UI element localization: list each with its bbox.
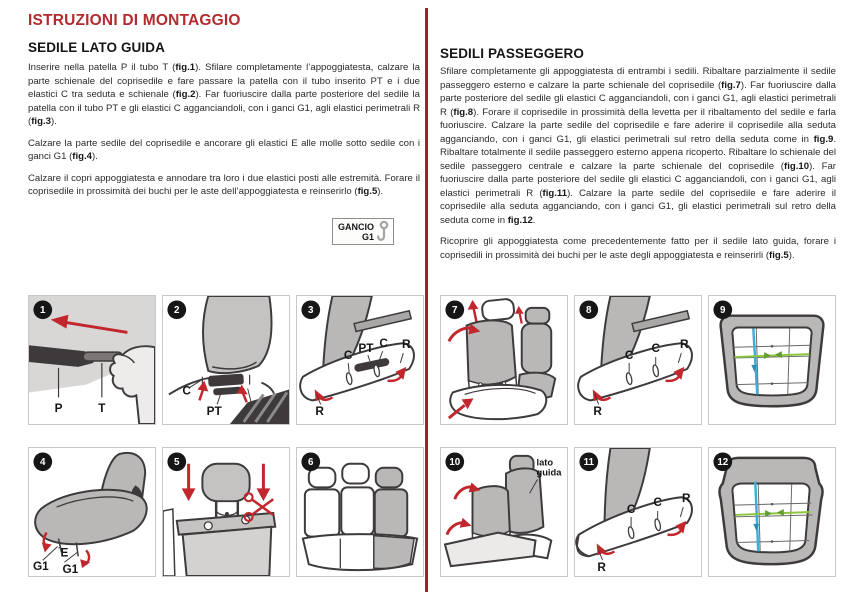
figure-panel-11: [574, 447, 702, 577]
figure-panel-5: [162, 447, 290, 577]
paragraph: Inserire nella patella P il tubo T (fig.1). Sfilare completamente l’appoggiatesta, calzare la parte schienale del coprisedile e fare passare la patella con il tubo inserito PT e i due elastici C tra seduta e schienale (fig.2). Far fuoriuscire dalla parte posteriore del sedile la patella con il tubo PT e gli elastici C agganciandoli, con i ganci G1, agli elastici perimetrali R (fig.3).: [28, 62, 420, 127]
part-label: R: [681, 491, 691, 506]
paragraph: Calzare la parte sedile del coprisedile e ancorare gli elastici E alle molle sotto sedile con i ganci G1 (fig.4).: [28, 137, 420, 162]
figure-panel-1: [28, 295, 156, 425]
part-label: R: [680, 337, 689, 352]
part-label: C: [624, 348, 634, 363]
svg-text:12: 12: [717, 457, 729, 469]
part-label: C: [343, 348, 353, 363]
svg-text:2: 2: [174, 305, 180, 317]
part-label: R: [315, 404, 324, 419]
fig7-passenger-seat-illustration: [441, 296, 567, 424]
part-label: E: [60, 545, 69, 560]
figure-panel-3: [296, 295, 424, 425]
red-arrow-icon: [515, 306, 524, 314]
figure-panel-7: [440, 295, 568, 425]
part-label: R: [402, 337, 411, 352]
fig12-seat-underside-illustration: [709, 448, 835, 576]
svg-text:10: 10: [449, 457, 461, 469]
part-label: T: [98, 401, 106, 416]
part-label: lato: [536, 457, 554, 468]
part-label: PT: [358, 341, 374, 356]
section-title-passenger-seats: SEDILI PASSEGGERO: [440, 46, 584, 61]
fig11-seat-rear-illustration: [575, 448, 701, 576]
section-title-driver-seat: SEDILE LATO GUIDA: [28, 40, 165, 55]
driver-seat-instructions: [28, 61, 420, 207]
hook-legend-text: [338, 222, 374, 242]
part-label: P: [54, 401, 63, 416]
part-label: C: [626, 501, 636, 516]
passenger-seats-instructions: [440, 65, 836, 270]
fig6-bench-seats-illustration: [297, 448, 423, 576]
svg-text:7: 7: [452, 305, 458, 317]
part-label: C: [379, 336, 388, 351]
paragraph: Ricoprire gli appoggiatesta come precedentemente fatto per il sedile lato guida, forare i coprisedili in prossimità dei buchi per le aste degli appoggiatesta e reinserirli (fig.5).: [440, 236, 836, 261]
paragraph: Sfilare completamente gli appoggiatesta di entrambi i sedili. Ribaltare parzialmente il sedile passeggero esterno e calzare la parte schienale del coprisedile (fig.7). Far fuoriuscire dalla parte posteriore del sedile gli elastici C agganciandoli, con i ganci G1, agli elastici perimetrali R (fig.8). Forare il coprisedile in prossimità della levetta per il ribaltamento del sedile e farla fuoriuscire. Calzare la parte sedile del coprisedile e fare aderire il coprisedile alla seduta agganciando, con i ganci G1, gli elastici perimetrali sul retro della seduta come in fig.9. Ribaltare totalmente il sedile passeggero esterno appena ricoperto. Ribaltare lo schienale del sedile passeggero centrale e calzare la parte schienale del coprisedile (fig.10). Far fuoriuscire dalla parte posteriore del sedile gli elastici C agganciandoli, con i ganci G1, agli elastici perimetrali R (fig.11). Calzare la parte sedile del coprisedile e fare aderire il coprisedile alla seduta agganciando, con i ganci G1, gli elastici perimetrali sul retro della seduta come in fig.12.: [440, 66, 836, 226]
red-arrow-icon: [42, 543, 52, 553]
part-label: G1: [62, 562, 79, 576]
figure-grid-right: [440, 295, 836, 577]
part-label: guida: [536, 467, 562, 478]
fig9-seat-underside-illustration: [709, 296, 835, 424]
fig3-seat-rear-illustration: [297, 296, 423, 424]
figure-panel-6: [296, 447, 424, 577]
svg-text:3: 3: [308, 305, 314, 317]
figure-panel-12: [708, 447, 836, 577]
page-title: ISTRUZIONI DI MONTAGGIO: [28, 12, 241, 29]
svg-text:9: 9: [720, 305, 726, 317]
svg-text:5: 5: [174, 457, 180, 469]
fig2-backrest-illustration: [163, 296, 289, 424]
fig5-headrest-illustration: [163, 448, 289, 576]
column-divider: [425, 8, 428, 592]
fig8-seat-rear-illustration: [575, 296, 701, 424]
figure-panel-2: [162, 295, 290, 425]
figure-panel-10: [440, 447, 568, 577]
hook-legend-label: GANCIO: [338, 221, 374, 232]
fig1-tube-insert-illustration: [29, 296, 155, 424]
svg-text:1: 1: [40, 305, 46, 317]
part-label: C: [651, 341, 660, 356]
part-label: R: [597, 560, 606, 575]
part-label: C: [653, 495, 662, 510]
hook-legend-code: G1: [361, 231, 374, 242]
paragraph: Calzare il copri appoggiatesta e annodare tra loro i due elastici posti alle estremità. Forare il coprisedile in prossimità dei buchi per le aste dell’appoggiatesta e reinserirlo (fig.5).: [28, 172, 420, 197]
svg-text:11: 11: [583, 457, 594, 469]
red-arrow-icon: [460, 518, 472, 528]
part-label: C: [182, 383, 191, 398]
svg-text:8: 8: [586, 305, 592, 317]
fig10-folded-seat-illustration: [441, 448, 567, 576]
part-label: G1: [32, 559, 49, 574]
figure-panel-4: [28, 447, 156, 577]
figure-grid-left: [28, 295, 424, 577]
svg-text:4: 4: [40, 457, 46, 469]
fig4-covered-seat-illustration: [29, 448, 155, 576]
svg-text:6: 6: [308, 457, 314, 469]
hook-legend-box: [332, 218, 394, 245]
red-arrow-icon: [182, 488, 196, 501]
red-arrow-icon: [468, 300, 479, 310]
part-label: R: [593, 404, 602, 419]
hook-icon: [376, 220, 390, 244]
figure-panel-9: [708, 295, 836, 425]
red-arrow-icon: [257, 488, 271, 501]
part-label: PT: [206, 404, 222, 419]
figure-panel-8: [574, 295, 702, 425]
